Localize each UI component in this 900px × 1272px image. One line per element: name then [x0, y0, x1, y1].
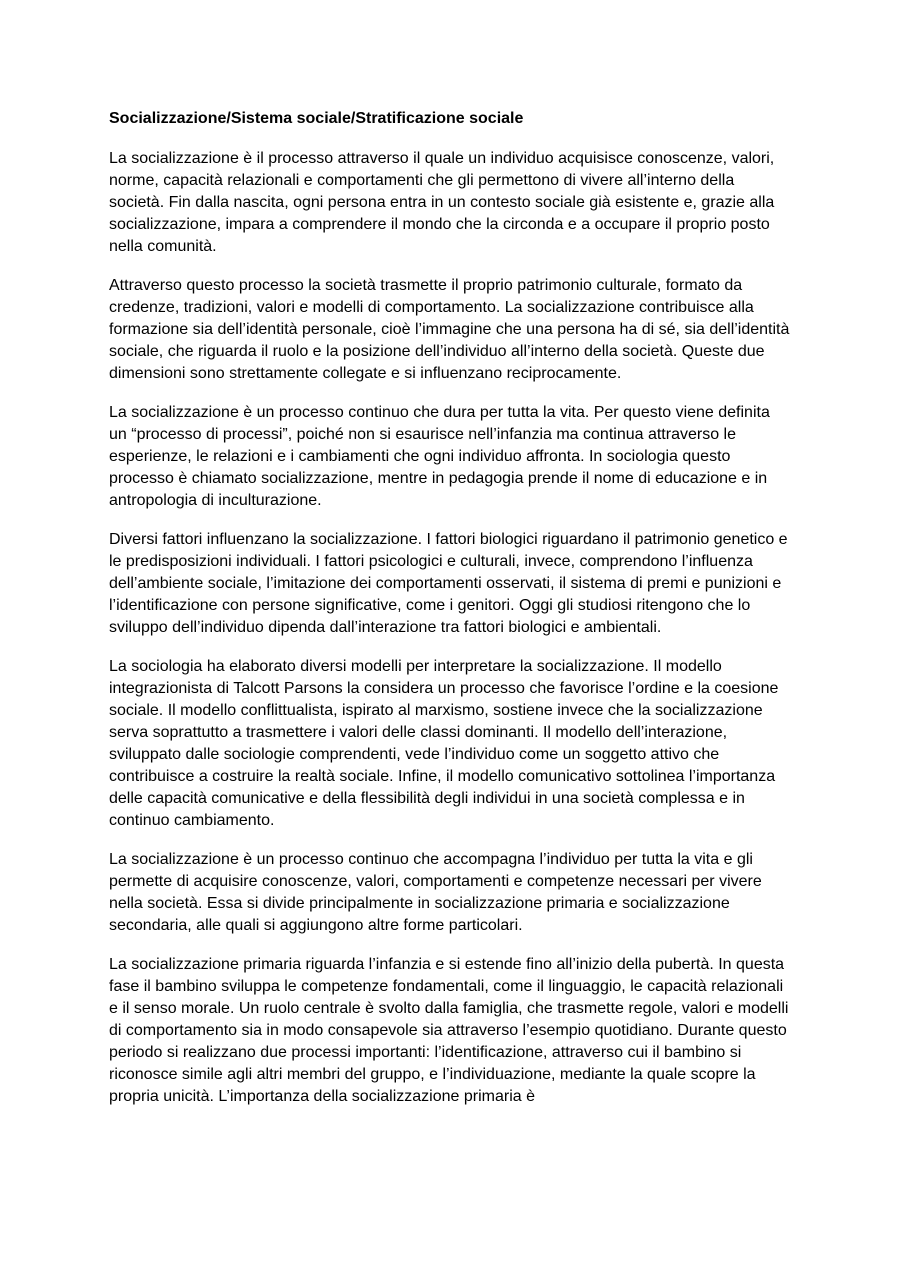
paragraph-6: La socializzazione è un processo continuo che accompagna l’individuo per tutta la vita e gli permette di acquisire conoscenze, valori, comportamenti e competenze necessari per vivere nella società. Essa si divide principalmente in socializzazione primaria e socializzazione secondaria, alle quali si aggiungono altre forme particolari.: [109, 851, 762, 934]
paragraph-7: La socializzazione primaria riguarda l’infanzia e si estende fino all’inizio della pubertà. In questa fase il bambino sviluppa le competenze fondamentali, come il linguaggio, le capacità relazionali e il senso morale. Un ruolo centrale è svolto dalla famiglia, che trasmette regole, valori e modelli di comportamento sia in modo consapevole sia attraverso l’esempio quotidiano. Durante questo periodo si realizzano due processi importanti: l’identificazione, attraverso cui il bambino si riconosce simile agli altri membri del gruppo, e l’individuazione, mediante la quale scopre la propria unicità. L’importanza della socializzazione primaria è: [109, 956, 789, 1105]
paragraph-2: Attraverso questo processo la società trasmette il proprio patrimonio culturale, formato da credenze, tradizioni, valori e modelli di comportamento. La socializzazione contribuisce alla formazione sia dell’identità personale, cioè l’immagine che una persona ha di sé, sia dell’identità sociale, che riguarda il ruolo e la posizione dell’individuo all’interno della società. Queste due dimensioni sono strettamente collegate e si influenzano reciprocamente.: [109, 277, 790, 382]
paragraph-1: La socializzazione è il processo attraverso il quale un individuo acquisisce conoscenze, valori, norme, capacità relazionali e comportamenti che gli permettono di vivere all’interno della società. Fin dalla nascita, ogni persona entra in un contesto sociale già esistente e, grazie alla socializzazione, impara a comprendere il mondo che la circonda e a occupare il proprio posto nella comunità.: [109, 150, 775, 255]
paragraph-5: La sociologia ha elaborato diversi modelli per interpretare la socializzazione. Il modello integrazionista di Talcott Parsons la considera un processo che favorisce l’ordine e la coesione sociale. Il modello conflittualista, ispirato al marxismo, sostiene invece che la socializzazione serva soprattutto a trasmettere i valori delle classi dominanti. Il modello dell’interazione, sviluppato dalle sociologie comprendenti, vede l’individuo come un soggetto attivo che contribuisce a costruire la realtà sociale. Infine, il modello comunicativo sottolinea l’importanza delle capacità comunicative e della flessibilità degli individui in una società complessa e in continuo cambiamento.: [109, 658, 779, 829]
paragraph-4: Diversi fattori influenzano la socializzazione. I fattori biologici riguardano il patrimonio genetico e le predisposizioni individuali. I fattori psicologici e culturali, invece, comprendono l’influenza dell’ambiente sociale, l’imitazione dei comportamenti osservati, il sistema di premi e punizioni e l’identificazione con persone significative, come i genitori. Oggi gli studiosi ritengono che lo sviluppo dell’individuo dipenda dall’interazione tra fattori biologici e ambientali.: [109, 531, 788, 636]
document-title: Socializzazione/Sistema sociale/Stratificazione sociale: [109, 110, 524, 127]
document-page: [109, 108, 791, 1125]
paragraph-3: La socializzazione è un processo continuo che dura per tutta la vita. Per questo viene definita un “processo di processi”, poiché non si esaurisce nell’infanzia ma continua attraverso le esperienze, le relazioni e i cambiamenti che ogni individuo affronta. In sociologia questo processo è chiamato socializzazione, mentre in pedagogia prende il nome di educazione e in antropologia di inculturazione.: [109, 404, 770, 509]
